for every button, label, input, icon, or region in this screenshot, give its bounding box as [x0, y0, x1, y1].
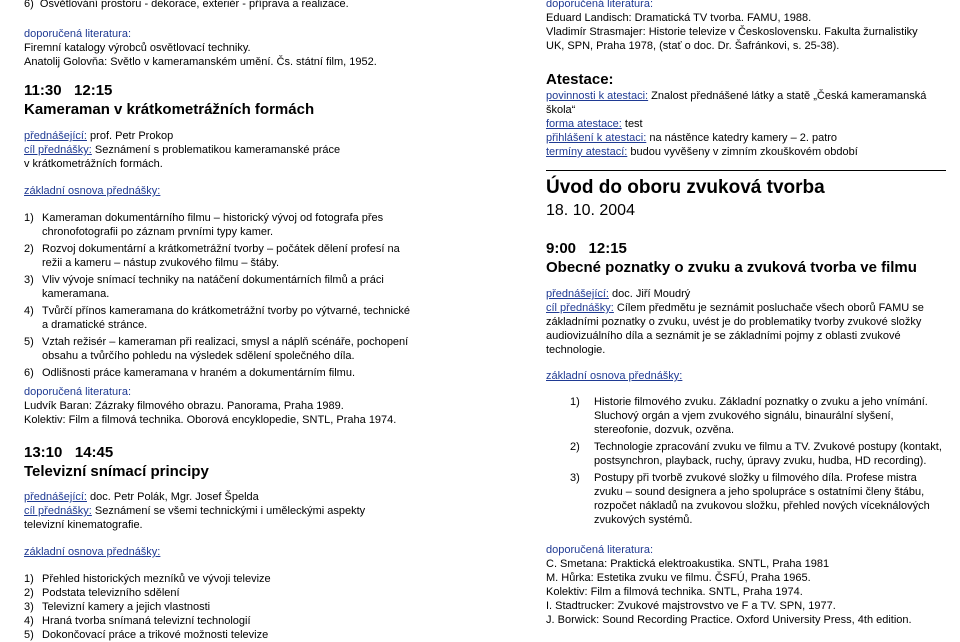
lecturer-label: přednášející: [546, 288, 609, 300]
list-item: 5) Dokončovací práce a trikové možnosti televize [24, 629, 269, 641]
list-item: 2) Rozvoj dokumentární a krátkometrážní tvorby – počátek dělení profesí na režii a kameru – nástup zvukového filmu – štáby. [24, 243, 400, 269]
lecture-2-header [24, 443, 209, 481]
goal-text: technologie. [546, 344, 606, 356]
goal-text: Seznámení s problematikou kameramanské práce [91, 144, 341, 156]
goal-text: základními poznatky o zvuku, uvést je do problematiky tvorby zvukové složky [546, 316, 922, 328]
list-item: 4) Tvůrčí přínos kameramana do krátkometrážní tvorby po výtvarné, technické a dramatické stránce. [24, 305, 411, 331]
atestace-duties-text: škola“ [546, 104, 576, 116]
atestace-dates-label: termíny atestací: [546, 146, 628, 158]
outline-label-3 [546, 369, 682, 383]
literature-line: C. Smetana: Praktická elektroakustika. SNTL, Praha 1981 [546, 558, 830, 570]
literature-line: Vladimír Strasmajer: Historie televize v Československu. Fakulta žurnalistiky [546, 26, 918, 38]
literature-line: Eduard Landisch: Dramatická TV tvorba. FAMU, 1988. [546, 12, 812, 24]
literature-line: UK, SPN, Praha 1978, (stať o doc. Dr. Šafránkovi, s. 25-38). [546, 40, 840, 52]
lecture-1-header [24, 81, 314, 119]
outline-label-1 [24, 184, 160, 198]
literature-label: doporučená literatura: [24, 386, 132, 398]
literature-block-3 [546, 543, 912, 627]
goal-label: cíl přednášky: [24, 144, 92, 156]
atestace-registration-label: přihlášení k atestaci: [546, 132, 647, 144]
literature-block-1 [24, 27, 377, 69]
literature-line: Kolektiv: Film a filmová technika. SNTL, Praha 1974. [546, 586, 803, 598]
lecturer-name: prof. Petr Prokop [86, 130, 174, 142]
literature-line: Firemní katalogy výrobců osvětlovací techniky. [24, 42, 251, 54]
outline-label: základní osnova přednášky: [24, 546, 161, 558]
atestace-form-label: forma atestace: [546, 118, 622, 130]
atestace-registration-text: na nástěnce katedry kamery – 2. patro [646, 132, 838, 144]
outline-label-2 [24, 545, 160, 559]
literature-line: M. Hůrka: Estetika zvuku ve filmu. ČSFÚ, Praha 1965. [546, 572, 811, 584]
literature-label: doporučená literatura: [546, 544, 654, 556]
list-item: 3) Televizní kamery a jejich vlastnosti [24, 601, 211, 613]
list-item: 6) Osvětlování prostoru - dekorace, exteriér - příprava a realizace. [24, 0, 349, 10]
outline-label: základní osnova přednášky: [546, 370, 683, 382]
literature-line: I. Stadtrucker: Zvukové majstrovstvo ve F a TV. SPN, 1977. [546, 600, 836, 612]
literature-line: Anatolij Golovňa: Světlo v kameramanském umění. Čs. státní film, 1952. [24, 56, 377, 68]
literature-line: J. Borwick: Sound Recording Practice. Oxford University Press, 4th edition. [546, 614, 912, 626]
course-date: 18. 10. 2004 [546, 202, 635, 219]
list-item: 6) Odlišnosti práce kameramana v hraném a dokumentárním filmu. [24, 367, 356, 379]
literature-label: doporučená literatura: [546, 0, 654, 10]
list-item: 2) Technologie zpracování zvuku ve filmu a TV. Zvukové postupy (kontakt, postsynchron, playback, ruchy, úpravy zvuku, hudba, HD recording). [570, 441, 942, 467]
lecture-2-info [24, 490, 365, 532]
lecture-3-info [546, 287, 924, 357]
course-title: Úvod do oboru zvuková tvorba [546, 177, 825, 198]
literature-block-top [546, 0, 918, 53]
goal-text: televizní kinematografie. [24, 519, 143, 531]
lecture-time: 11:30 12:15 [24, 82, 113, 99]
list-item: 5) Vztah režisér – kameraman při realizaci, smysl a náplň scénáře, pochopení obsahu a tvůrčího pohledu na výsledek sdělení společného díla. [24, 336, 409, 362]
list-item: 1) Přehled historických mezníků ve vývoji televize [24, 573, 271, 585]
atestace-form-text: test [621, 118, 643, 130]
literature-block-2 [24, 385, 396, 427]
goal-text: Cílem předmětu je seznámit posluchače všech oborů FAMU se [613, 302, 924, 314]
list-item: 2) Podstata televizního sdělení [24, 587, 180, 599]
list-item: 4) Hraná tvorba snímaná televizní technologií [24, 615, 251, 627]
lecture-topic: Obecné poznatky o zvuku a zvuková tvorba ve filmu [546, 259, 917, 276]
lecturer-label: přednášející: [24, 130, 87, 142]
lecture-3-header [546, 239, 917, 277]
outline-list-2 [24, 572, 419, 642]
item-6-lighting [24, 0, 349, 11]
list-item: 1) Historie filmového zvuku. Základní poznatky o zvuku a jeho vnímání. Sluchový orgán a vjem zvukového signálu, binaurální slyšení, stereofonie, dozvuk, ozvěna. [570, 396, 928, 436]
lecturer-name: doc. Petr Polák, Mgr. Josef Špelda [86, 491, 259, 503]
lecture-time: 13:10 14:45 [24, 444, 114, 461]
lecture-topic: Televizní snímací principy [24, 463, 209, 480]
atestace-heading: Atestace: [546, 71, 614, 88]
literature-line: Ludvík Baran: Zázraky filmového obrazu. Panorama, Praha 1989. [24, 400, 344, 412]
list-item: 3) Vliv vývoje snímací techniky na natáčení dokumentárních filmů a práci kameramana. [24, 274, 384, 300]
literature-label: doporučená literatura: [24, 28, 132, 40]
atestace-duties-label: povinnosti k atestaci: [546, 90, 649, 102]
outline-label: základní osnova přednášky: [24, 185, 161, 197]
atestace-duties-text: Znalost přednášené látky a statě „Česká kameramanská [648, 90, 927, 102]
goal-text: audiovizuálního díla a seznámit je se základními pojmy z oblasti zvukové [546, 330, 901, 342]
atestace-dates-text: budou vyvěšeny v zimním zkouškovém období [627, 146, 858, 158]
literature-line: Kolektiv: Film a filmová technika. Oborová encyklopedie, SNTL, Praha 1974. [24, 414, 397, 426]
atestace-block [546, 70, 926, 159]
lecture-time: 9:00 12:15 [546, 240, 627, 257]
lecturer-label: přednášející: [24, 491, 87, 503]
course-title-box [546, 170, 946, 221]
lecture-topic: Kameraman v krátkometrážních formách [24, 101, 315, 118]
lecturer-name: doc. Jiří Moudrý [608, 288, 691, 300]
lecture-1-info [24, 129, 340, 171]
list-item: 3) Postupy při tvorbě zvukové složky u filmového díla. Profese mistra zvuku – sound designera a jeho spolupráce s ostatními členy štábu, rozpočet nákladů na zvukovou složku, přehled nových víceknálových zvukových systémů. [570, 472, 930, 526]
goal-label: cíl přednášky: [24, 505, 92, 517]
goal-label: cíl přednášky: [546, 302, 614, 314]
outline-list-1 [24, 211, 419, 380]
list-item: 1) Kameraman dokumentárního filmu – historický vývoj od fotografa přes chronofotografii po záznam prvními typy kamer. [24, 212, 384, 238]
outline-list-3 [570, 395, 946, 527]
goal-text: Seznámení se všemi technickými i uměleckými aspekty [91, 505, 366, 517]
goal-text: v krátkometrážních formách. [24, 158, 163, 170]
